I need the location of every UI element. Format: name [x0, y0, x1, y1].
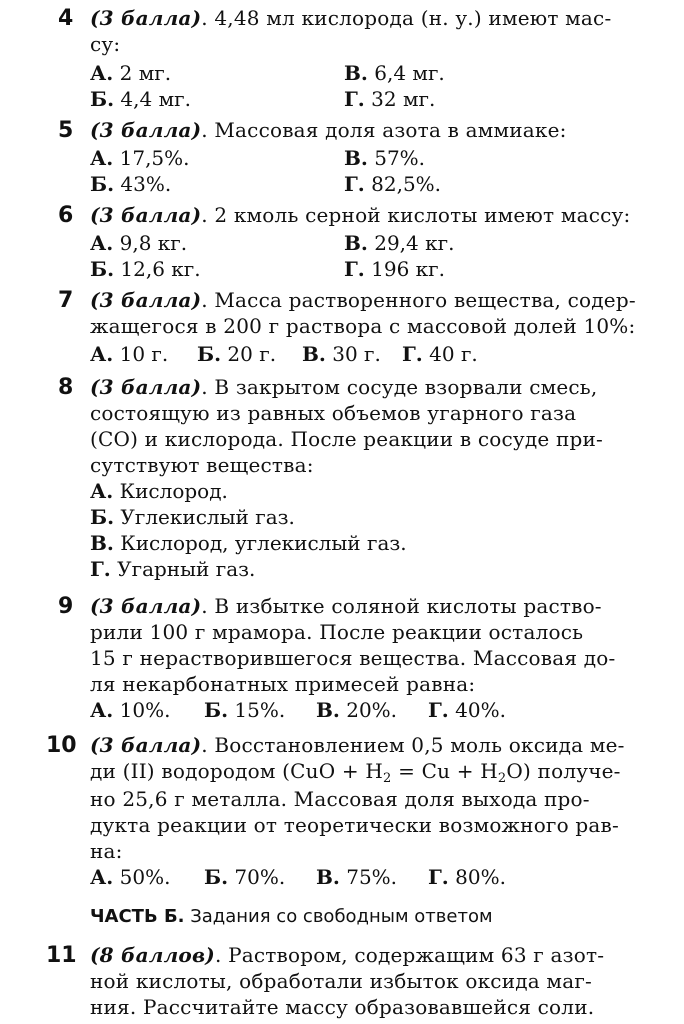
question-number: 6 [58, 203, 74, 228]
option-a: А. 9,8 кг. [90, 231, 188, 255]
points: (3 балла) [90, 203, 202, 227]
question-number: 5 [58, 118, 74, 143]
question-text-line: (3 балла). В избытке соляной кислоты раство- [90, 594, 602, 618]
question-text-line: дукта реакции от теоретически возможного рав- [90, 813, 619, 837]
option-v: В. 75%. [316, 865, 398, 889]
points: (3 балла) [90, 6, 202, 30]
question-text-line: рили 100 г мрамора. После реакции осталось [90, 620, 584, 644]
option-b: Б. 12,6 кг. [90, 257, 201, 281]
question-text-line: су: [90, 32, 121, 56]
option-v: В. 57%. [344, 146, 426, 170]
question-number: 4 [58, 6, 74, 31]
question-text-line: ния. Рассчитайте массу образовавшейся соли. [90, 995, 595, 1019]
option-g: Г. 82,5%. [344, 172, 442, 196]
option-v: В. 20%. [316, 698, 398, 722]
question-text-line: сутствуют вещества: [90, 453, 314, 477]
section-heading-part-b: ЧАСТЬ Б. Задания со свободным ответом [90, 906, 493, 927]
option-v: В. 30 г. [302, 342, 381, 366]
option-b: Б. 20 г. [197, 342, 277, 366]
question-number: 9 [58, 594, 74, 619]
points: (3 балла) [90, 375, 202, 399]
option-v: В. 29,4 кг. [344, 231, 455, 255]
option-a: А. 10%. [90, 698, 171, 722]
question-text-line: (3 балла). 4,48 мл кислорода (н. у.) имеют мас- [90, 6, 612, 30]
question-number: 10 [46, 733, 77, 758]
question-text-line: на: [90, 839, 123, 863]
option-a: А. 50%. [90, 865, 171, 889]
option-g: Г. 40 г. [402, 342, 478, 366]
points: (8 баллов) [90, 943, 215, 967]
question-text-line: жащегося в 200 г раствора с массовой долей 10%: [90, 314, 636, 338]
option-a: А. 10 г. [90, 342, 169, 366]
option-g: Г. 80%. [428, 865, 506, 889]
question-text-line: (3 балла). В закрытом сосуде взорвали смесь, [90, 375, 598, 399]
option-g: Г. Угарный газ. [90, 557, 256, 581]
option-v: В. Кислород, углекислый газ. [90, 531, 407, 555]
question-number: 7 [58, 288, 74, 313]
option-g: Г. 40%. [428, 698, 506, 722]
question-text-line: (3 балла). Восстановлением 0,5 моль оксида ме- [90, 733, 625, 757]
question-text-line: ной кислоты, обработали избыток оксида маг- [90, 969, 592, 993]
option-a: А. 17,5%. [90, 146, 190, 170]
points: (3 балла) [90, 118, 202, 142]
option-g: Г. 196 кг. [344, 257, 446, 281]
question-text-line: (3 балла). Массовая доля азота в аммиаке: [90, 118, 567, 142]
points: (3 балла) [90, 288, 202, 312]
option-b: Б. 70%. [204, 865, 286, 889]
option-b: Б. 15%. [204, 698, 286, 722]
question-text-line: ди (II) водородом $(CuO + H_2 = Cu + H_2O)$ получе- [90, 759, 621, 786]
points: (3 балла) [90, 594, 202, 618]
question-text-line: (3 балла). 2 кмоль серной кислоты имеют массу: [90, 203, 631, 227]
option-g: Г. 32 мг. [344, 87, 436, 111]
question-number: 11 [46, 943, 77, 968]
option-v: В. 6,4 мг. [344, 61, 445, 85]
question-text-line: но 25,6 г металла. Массовая доля выхода про- [90, 787, 590, 811]
question-text-line: 15 г нерастворившегося вещества. Массовая до- [90, 646, 616, 670]
option-a: А. Кислород. [90, 479, 228, 503]
option-b: Б. Углекислый газ. [90, 505, 295, 529]
points: (3 балла) [90, 733, 202, 757]
option-a: А. 2 мг. [90, 61, 172, 85]
question-text-line: состоящую из равных объемов угарного газа [90, 401, 577, 425]
question-text-line: (3 балла). Масса растворенного вещества, содер- [90, 288, 636, 312]
option-b: Б. 43%. [90, 172, 172, 196]
question-number: 8 [58, 375, 74, 400]
question-text-line: (8 баллов). Раствором, содержащим 63 г азот- [90, 943, 605, 967]
question-text-line: ля некарбонатных примесей равна: [90, 672, 476, 696]
option-b: Б. 4,4 мг. [90, 87, 191, 111]
question-text-line: (CO) и кислорода. После реакции в сосуде при- [90, 427, 604, 451]
